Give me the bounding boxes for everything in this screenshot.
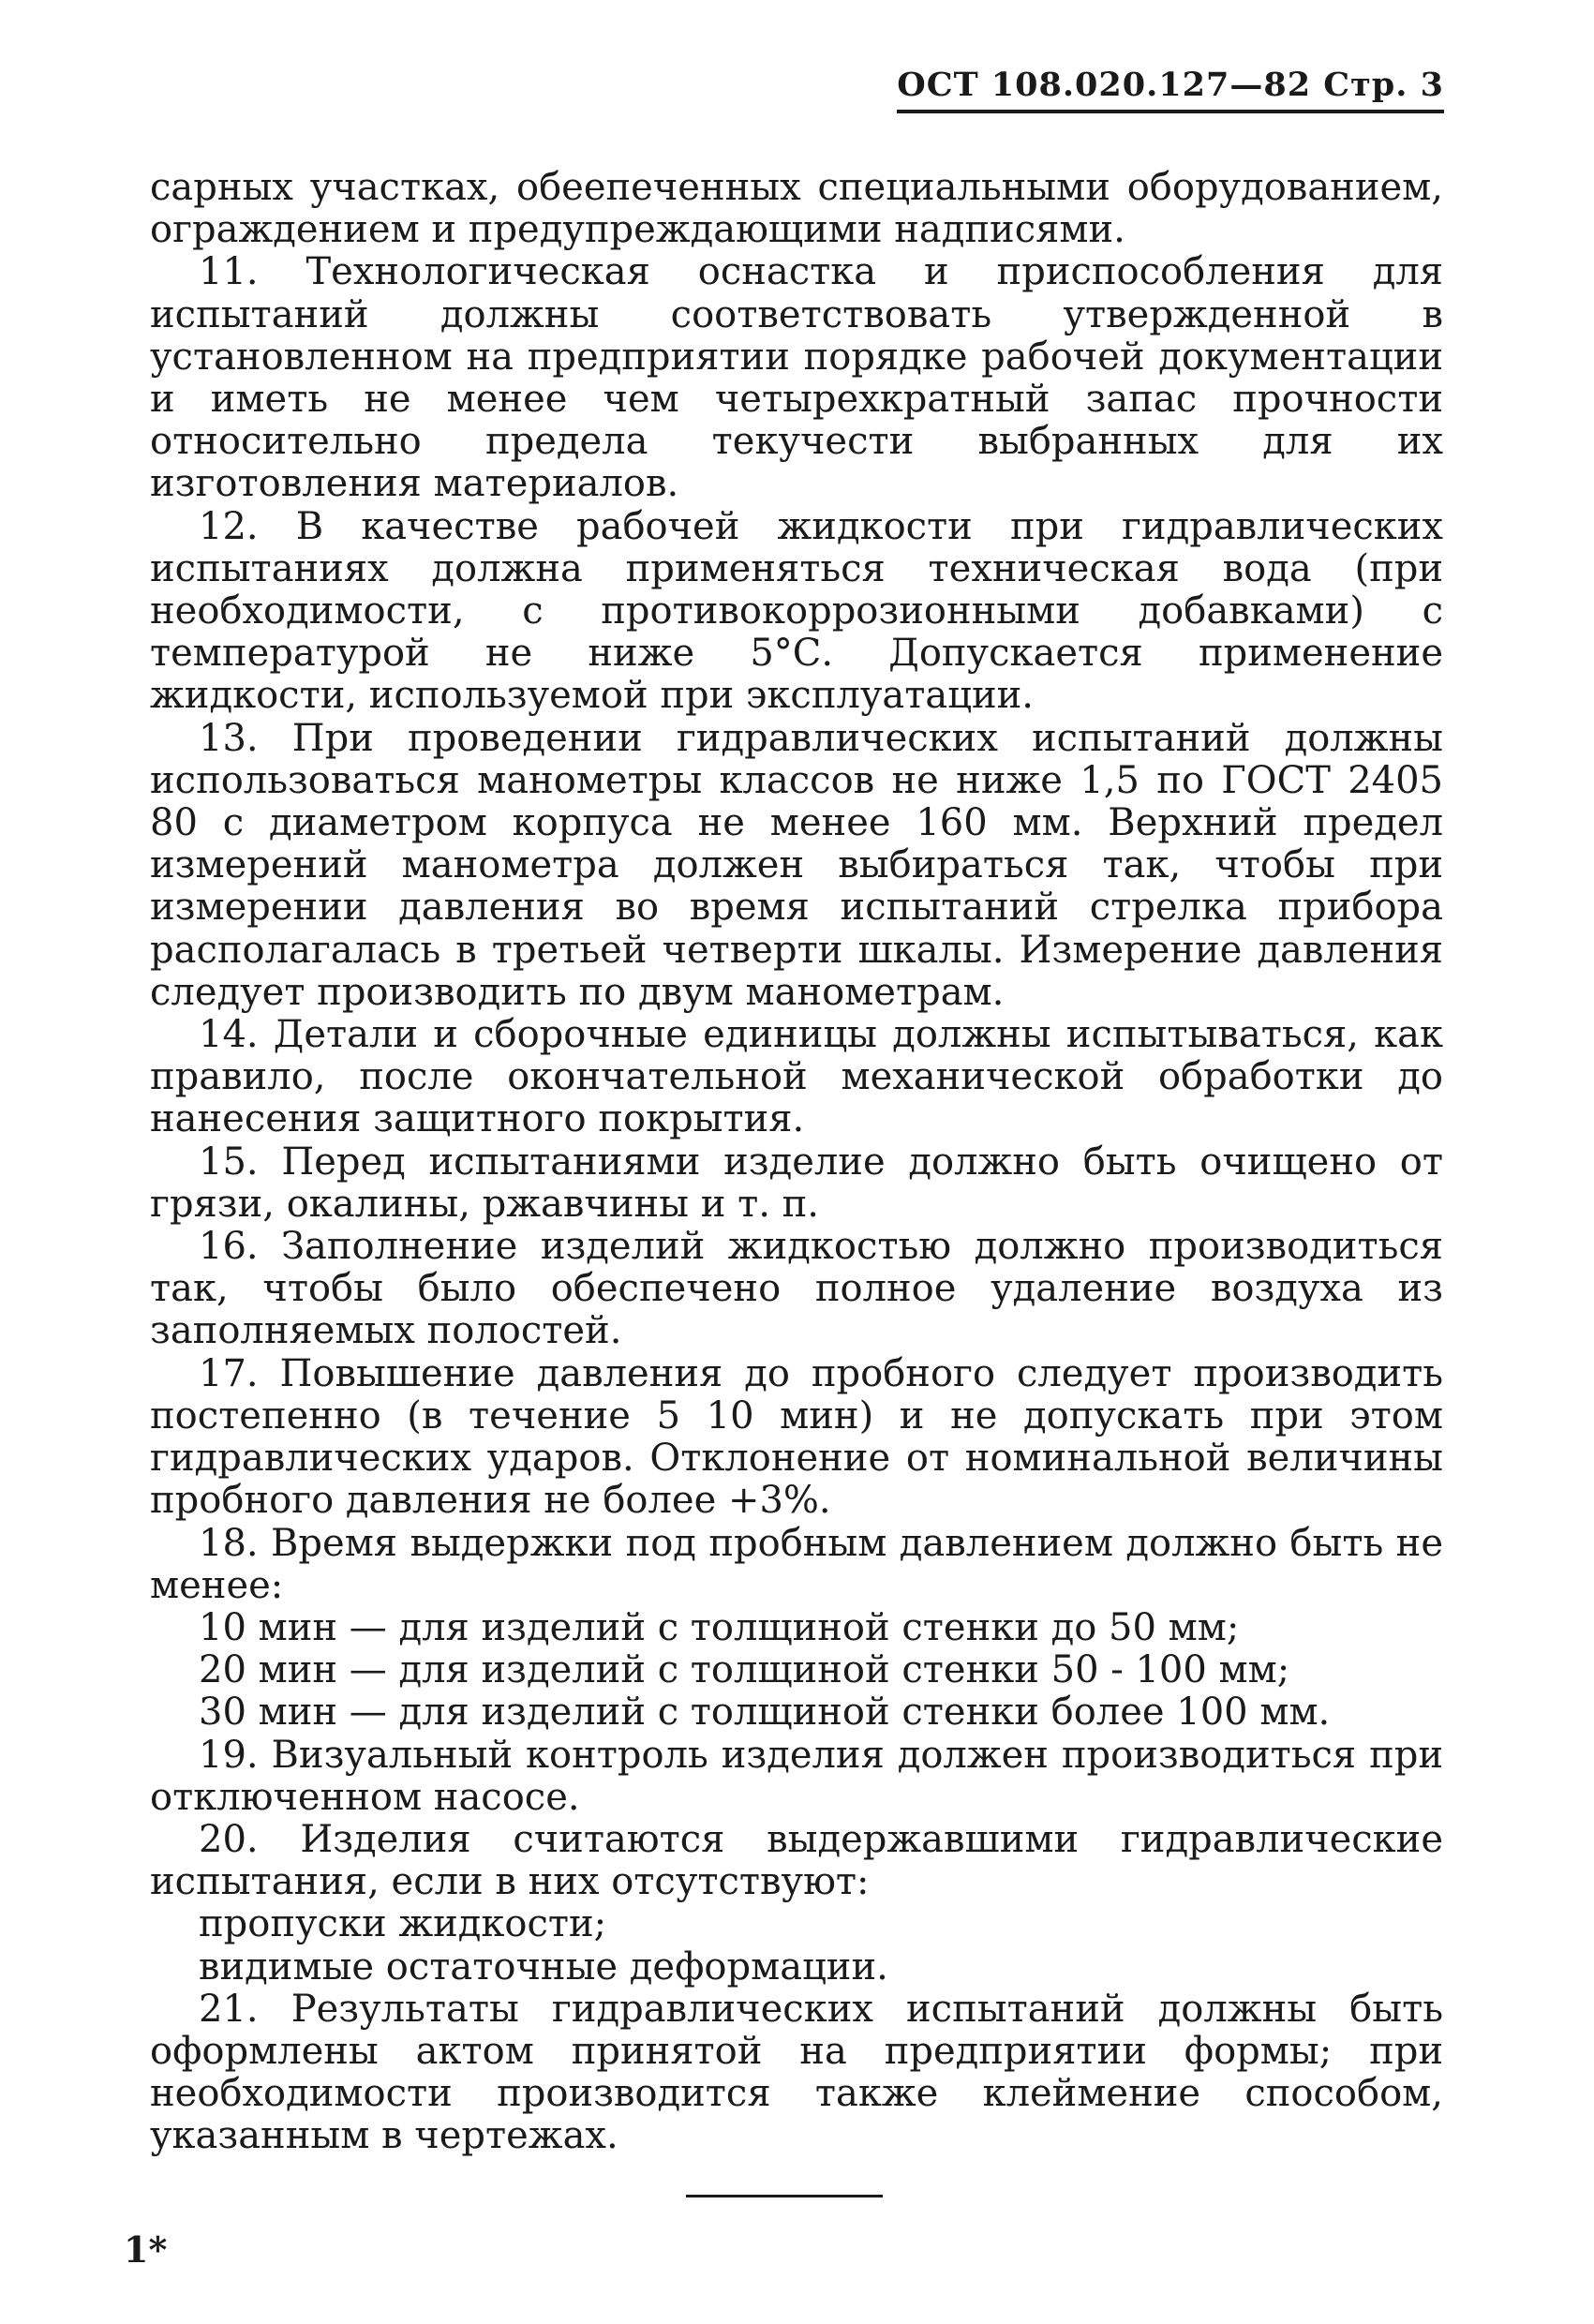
paragraph-21: 21. Результаты гидравлических испытаний должны быть оформлены актом принятой на предприятии формы; при необходимости производится также клеймение способом, указанным в чертежах.	[150, 1987, 1443, 2158]
paragraph-20: 20. Изделия считаются выдержавшими гидравлические испытания, если в них отсутствуют:	[150, 1817, 1443, 1904]
page-mark: 1*	[124, 2228, 168, 2271]
paragraph-15: 15. Перед испытаниями изделие должно быть очищено от грязи, окалины, ржавчины и т. п.	[150, 1140, 1443, 1226]
list-item: 20 мин — для изделий с толщиной стенки 50 - 100 мм;	[199, 1648, 1290, 1692]
paragraph-11: 11. Технологическая оснастка и приспособления для испытаний должны соответствовать утвержденной в установленном на предприятии порядке рабочей документации и иметь не менее чем четырехкратный запас прочности относительно предела текучести выбранных для их изготовления материалов.	[150, 250, 1443, 506]
paragraph-12: 12. В качестве рабочей жидкости при гидравлических испытаниях должна применяться техническая вода (при необходимости, с противокоррозионными добавками) с температурой не ниже 5°С. Допускается применение жидкости, используемой при эксплуатации.	[150, 504, 1443, 718]
paragraph-14: 14. Детали и сборочные единицы должны испытываться, как правило, после окончательной механической обработки до нанесения защитного покрытия.	[150, 1013, 1443, 1141]
document-body	[150, 167, 1443, 2158]
list-item: пропуски жидкости;	[199, 1902, 607, 1946]
paragraph-continuation: сарных участках, обеепеченных специальными оборудованием, ограждением и предупреждающими надписями.	[150, 166, 1443, 252]
paragraph-19: 19. Визуальный контроль изделия должен производиться при отключенном насосе.	[150, 1733, 1443, 1819]
list-item: 10 мин — для изделий с толщиной стенки до 50 мм;	[199, 1605, 1240, 1649]
paragraph-13: 13. При проведении гидравлических испытаний должны использоваться манометры классов не ниже 1,5 по ГОСТ 2405 80 с диаметром корпуса не менее 160 мм. Верхний предел измерений манометра должен выбираться так, чтобы при измерении давления во время испытаний стрелка прибора располагалась в третьей четверти шкалы. Измерение давления следует производить по двум манометрам.	[150, 716, 1443, 1014]
paragraph-17: 17. Повышение давления до пробного следует производить постепенно (в течение 5 10 мин) и не допускать при этом гидравлических ударов. Отклонение от номинальной величины пробного давления не более +3%.	[150, 1351, 1443, 1523]
paragraph-18: 18. Время выдержки под пробным давлением должно быть не менее:	[150, 1521, 1443, 1607]
paragraph-16: 16. Заполнение изделий жидкостью должно производиться так, чтобы было обеспечено полное удаление воздуха из заполняемых полостей.	[150, 1225, 1443, 1353]
footer-rule	[686, 2195, 883, 2197]
page-header: ОСТ 108.020.127—82 Стр. 3	[897, 66, 1444, 113]
list-item: видимые остаточные деформации.	[199, 1944, 888, 1989]
list-item: 30 мин — для изделий с толщиной стенки более 100 мм.	[199, 1691, 1331, 1735]
